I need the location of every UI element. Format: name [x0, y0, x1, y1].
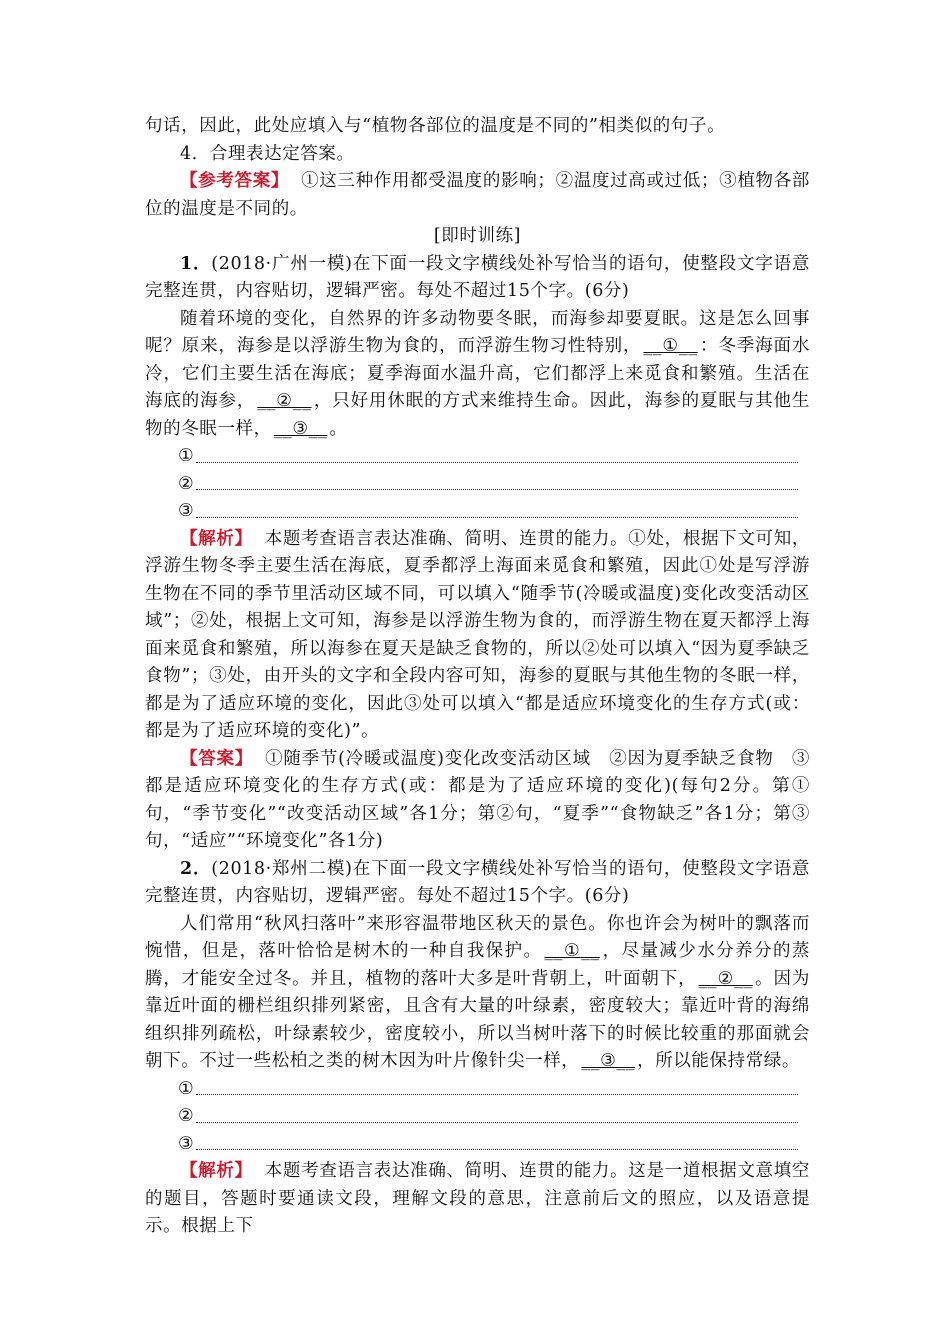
q2-blank-3: __③__ [581, 1051, 636, 1071]
q2-number: 2． [180, 858, 212, 879]
q2-blank-2: __②__ [698, 968, 753, 989]
q2-prompt [145, 856, 810, 911]
reference-answer-text: ①这三种作用都受温度的影响；②温度过高或过低；③植物各部位的温度是不同的。 [145, 171, 810, 219]
q2-passage [145, 911, 810, 1076]
dotted-rule [196, 462, 798, 463]
q2-blank-1: __①__ [544, 941, 600, 961]
q1-analysis [145, 526, 810, 746]
q1-passage-part-c: ，只好用休眠的方式来维持生命。因此，海参的夏眠与其他生物的冬眠一样， [145, 391, 810, 439]
q1-answer-line-1-label: ① [178, 446, 195, 466]
q1-blank-2: __②__ [257, 391, 312, 411]
q2-source: (2018·郑州二模) [211, 858, 353, 879]
dotted-rule [196, 1094, 798, 1095]
q1-passage-part-a: 随着环境的变化，自然界的许多动物要冬眠，而海参却要夏眠。这是怎么回事呢？原来，海参是以浮游生物为食的，而浮游生物习性特别， [145, 308, 810, 356]
q1-passage-part-b: ：冬季海面水冷，它们主要生活在海底；夏季海面水温升高，它们都浮上来觅食和繁殖。生活在海底的海参， [145, 336, 810, 411]
q2-answer-line-3-label: ③ [178, 1133, 195, 1154]
q1-analysis-tag: 【解析】 [180, 528, 253, 549]
q1-answer-tag: 【答案】 [180, 748, 254, 769]
q2-analysis-text: 本题考查语言表达准确、简明、连贯的能力。这是一道根据文意填空的题目，答题时要通读文段，理解文段的意思，注意前后文的照应，以及语意提示。根据上下 [145, 1161, 810, 1236]
dotted-rule [196, 1122, 798, 1123]
dotted-rule [196, 517, 798, 518]
q1-prompt-text: 在下面一段文字横线处补写恰当的语句，使整段文字语意完整连贯，内容贴切，逻辑严密。每处不超过15个字。(6分) [145, 253, 811, 301]
q2-answer-line-2-label: ② [178, 1106, 195, 1126]
document-page [145, 113, 810, 1241]
reference-answer [145, 168, 810, 223]
q1-number: 1． [180, 253, 212, 274]
q1-answer-line-3 [178, 498, 810, 526]
q2-answer-line-2 [178, 1103, 810, 1131]
q1-answer-line-2 [178, 471, 810, 499]
q1-source: (2018·广州一模) [211, 253, 353, 274]
section-title: [即时训练] [433, 226, 522, 246]
q1-answer [145, 746, 810, 856]
q1-passage [145, 306, 810, 444]
q2-prompt-text: 在下面一段文字横线处补写恰当的语句，使整段文字语意完整连贯，内容贴切，逻辑严密。每处不超过15个字。(6分) [145, 858, 811, 906]
q1-blank-1: __①__ [643, 336, 698, 356]
q2-answer-line-3 [178, 1131, 810, 1159]
q1-answer-text: ①随季节(冷暖或温度)变化改变活动区域 ②因为夏季缺乏食物 ③都是适应环境变化的生存方式(或：都是为了适应环境的变化)(每句2分。第①句，“季节变化”“改变活动区域”各1分；第②句，“夏季”“食物缺乏”各1分；第③句，“适应”“环境变化”各1分) [145, 748, 810, 851]
q1-answer-line-2-label: ② [178, 473, 195, 494]
q1-passage-part-d: 。 [329, 418, 348, 439]
dotted-rule [196, 489, 798, 490]
intro-line: 句话，因此，此处应填入与“植物各部位的温度是不同的”相类似的句子。 [145, 116, 726, 136]
q1-answer-line-3-label: ③ [178, 501, 195, 521]
q1-blank-3: __③__ [273, 418, 328, 439]
q2-analysis-tag: 【解析】 [180, 1161, 253, 1181]
q1-answer-line-1 [178, 443, 810, 471]
q2-passage-part-d: ，所以能保持常绿。 [637, 1051, 801, 1071]
reference-answer-tag: 【参考答案】 [180, 171, 290, 191]
q2-passage-part-c: 。因为靠近叶面的栅栏组织排列紧密，且含有大量的叶绿素，密度较大；靠近叶背的海绵组织排列疏松，叶绿素较少，密度较小，所以当树叶落下的时候比较重的那面就会朝下。不过一些松柏之类的树木因为叶片像针尖一样， [145, 968, 810, 1071]
q2-passage-part-b: ，尽量减少水分养分的蒸腾，才能安全过冬。并且，植物的落叶大多是叶背朝上，叶面朝下， [145, 941, 810, 989]
q2-answer-line-1 [178, 1076, 810, 1104]
dotted-rule [196, 1149, 798, 1150]
q2-analysis [145, 1158, 810, 1241]
step-4: 4．合理表达定答案。 [180, 143, 355, 164]
q2-answer-line-1-label: ① [178, 1078, 195, 1099]
q2-passage-part-a: 人们常用“秋风扫落叶”来形容温带地区秋天的景色。你也许会为树叶的飘落而惋惜，但是，落叶恰恰是树木的一种自我保护。 [145, 913, 810, 961]
q1-analysis-text: 本题考查语言表达准确、简明、连贯的能力。①处，根据下文可知，浮游生物冬季主要生活在海底，夏季都浮上海面来觅食和繁殖，因此①处是写浮游生物在不同的季节里活动区域不同，可以填入“随季节(冷暖或温度)变化改变活动区域”；②处，根据上文可知，海参是以浮游生物为食的，而浮游生物在夏天都浮上海面来觅食和繁殖，所以海参在夏天是缺乏食物的，所以②处可以填入“因为夏季缺乏食物”；③处，由开头的文字和全段内容可知，海参的夏眠与其他生物的冬眠一样，都是为了适应环境的变化，因此③处可以填入“都是适应环境变化的生存方式(或：都是为了适应环境的变化)”。 [145, 528, 810, 741]
q1-prompt [145, 251, 810, 306]
